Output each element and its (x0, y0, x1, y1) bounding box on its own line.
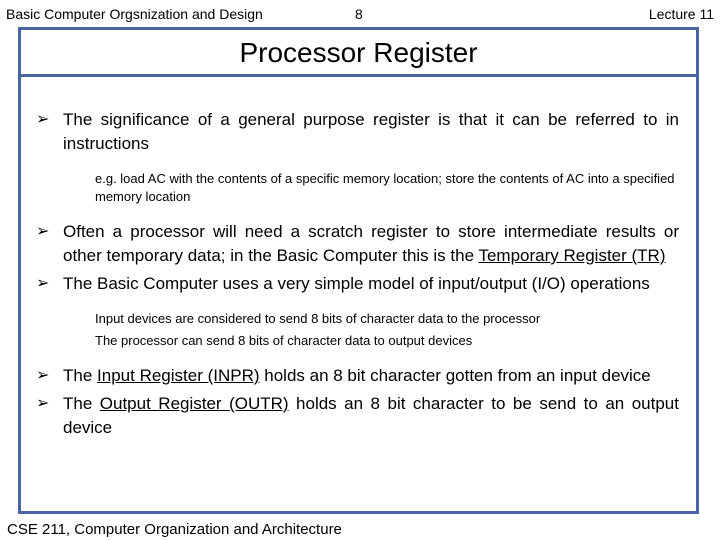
bullet-item (36, 108, 679, 156)
bullet-text-pre: The (63, 394, 100, 413)
bullet-item (36, 364, 679, 388)
sub-item: e.g. load AC with the contents of a specific memory location; store the contents of AC into a specified memory location (95, 171, 675, 204)
term-link-temporary-register[interactable]: Temporary Register (TR) (478, 246, 666, 265)
bullet-text-post: holds an 8 bit character gotten from an input device (259, 366, 651, 385)
bullet-text-post: holds an 8 bit character to be send to an output device (63, 394, 679, 437)
sub-list (95, 170, 679, 206)
arrow-bullet-icon: ➢ (36, 223, 50, 240)
arrow-bullet-icon: ➢ (36, 367, 50, 384)
sub-list (95, 310, 679, 350)
bullet-text: The Basic Computer uses a very simple model of input/output (I/O) operations (63, 274, 650, 293)
bullet-text: Often a processor will need a scratch register to store intermediate results or other temporary data; in the Basic Computer this is the (63, 222, 679, 265)
footer-course-name: CSE 211, Computer Organization and Architecture (7, 521, 342, 538)
slide-number: 8 (355, 6, 363, 22)
header-lecture: Lecture 11 (648, 6, 714, 22)
title-bar (21, 30, 696, 77)
page-title: Processor Register (239, 37, 478, 68)
bullet-item (36, 392, 679, 440)
arrow-bullet-icon: ➢ (36, 395, 50, 412)
term-link-output-register[interactable]: Output Register (OUTR) (99, 394, 289, 413)
bullet-text-pre: The (63, 366, 98, 385)
bullet-text: The significance of a general purpose register is that it can be referred to in instructions (63, 110, 679, 153)
arrow-bullet-icon: ➢ (36, 275, 50, 292)
arrow-bullet-icon: ➢ (36, 111, 50, 128)
bullet-item (36, 220, 679, 268)
bullet-item (36, 272, 679, 296)
header-course-title: Basic Computer Orgsnization and Design (6, 6, 263, 22)
sub-item: Input devices are considered to send 8 bits of character data to the processor (95, 311, 541, 326)
sub-item: The processor can send 8 bits of character data to output devices (95, 333, 473, 348)
slide-content (36, 108, 679, 444)
term-link-input-register[interactable]: Input Register (INPR) (97, 366, 260, 385)
